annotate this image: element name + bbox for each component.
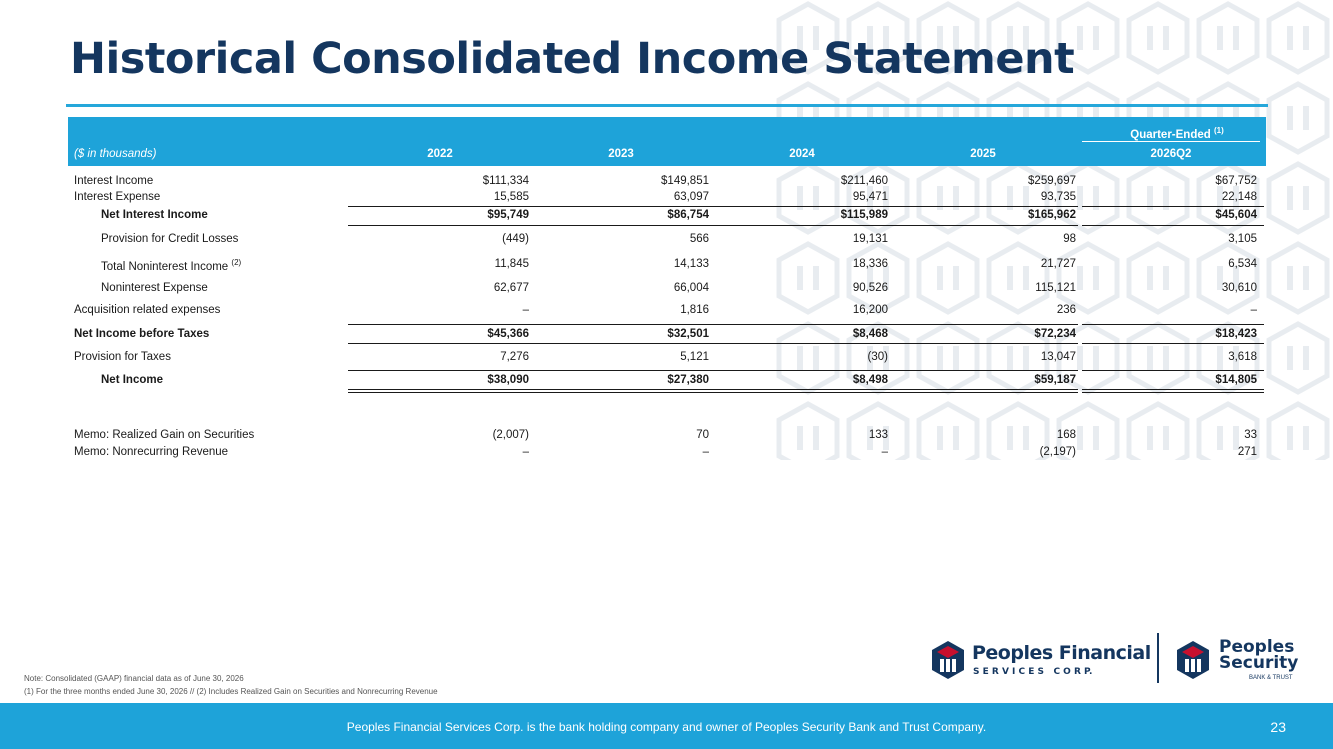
total-rule <box>1082 343 1264 344</box>
cell-2023: 14,133 <box>673 258 709 270</box>
cell-2024: 95,471 <box>852 191 888 203</box>
table-row <box>68 282 1266 296</box>
row-label: Memo: Nonrecurring Revenue <box>74 446 229 458</box>
cell-2023: 566 <box>689 233 709 245</box>
cell-2023: 1,816 <box>680 304 709 316</box>
cell-2026q2: $18,423 <box>1215 328 1257 340</box>
cell-2026q2: – <box>1250 304 1257 316</box>
column-header-2024: 2024 <box>789 148 815 160</box>
cell-2024: – <box>881 446 888 458</box>
cell-2025: 115,121 <box>1035 282 1076 294</box>
cell-2022: (2,007) <box>492 429 529 441</box>
psb-name-2: Security <box>1219 653 1299 673</box>
cell-2024: $115,989 <box>840 209 888 221</box>
title-underline <box>66 104 1268 107</box>
cell-2022: 7,276 <box>500 351 529 363</box>
cell-2024: $8,498 <box>852 374 888 386</box>
subtotal-rule <box>348 206 1078 207</box>
cell-2023: 66,004 <box>673 282 709 294</box>
row-label: Memo: Realized Gain on Securities <box>74 429 255 441</box>
cell-2023: $32,501 <box>667 328 709 340</box>
cell-2025: 236 <box>1056 304 1076 316</box>
cell-2025: 21,727 <box>1040 258 1076 270</box>
cell-2023: 63,097 <box>673 191 709 203</box>
double-rule <box>1082 392 1264 393</box>
cell-2026q2: 30,610 <box>1221 282 1257 294</box>
subtotal-rule <box>1082 324 1264 325</box>
row-label: Interest Income <box>74 175 154 187</box>
cell-2026q2: 22,148 <box>1221 191 1257 203</box>
hexagon-logo-icon <box>1175 640 1211 680</box>
cell-2024: 16,200 <box>852 304 888 316</box>
cell-2026q2: 3,105 <box>1228 233 1257 245</box>
row-label: Net Interest Income <box>101 209 208 221</box>
row-label: Acquisition related expenses <box>74 304 221 316</box>
cell-2024: (30) <box>867 351 888 363</box>
total-rule <box>348 343 1078 344</box>
cell-2022: 11,845 <box>494 258 529 270</box>
table-row <box>68 374 1266 388</box>
cell-2024: $211,460 <box>840 175 888 187</box>
subtotal-rule <box>1082 370 1264 371</box>
table-row <box>68 191 1266 205</box>
total-rule <box>1082 225 1264 226</box>
cell-2023: 5,121 <box>680 351 709 363</box>
cell-2022: $95,749 <box>487 209 529 221</box>
footer-text: Peoples Financial Services Corp. is the bank holding company and owner of Peoples Security Bank and Trust Company. <box>346 720 987 734</box>
column-header-2023: 2023 <box>608 148 634 160</box>
cell-2025: 98 <box>1063 233 1076 245</box>
psb-name: Peoples <box>1219 637 1295 657</box>
table-row <box>68 233 1266 247</box>
row-label: Provision for Taxes <box>74 351 171 363</box>
unit-label: ($ in thousands) <box>74 148 157 160</box>
cell-2026q2: 33 <box>1244 429 1257 441</box>
double-rule <box>348 389 1078 390</box>
logo-divider <box>1157 633 1159 683</box>
footer-band <box>0 703 1333 749</box>
cell-2023: $86,754 <box>667 209 709 221</box>
subtotal-rule <box>1082 206 1264 207</box>
cell-2022: $111,334 <box>482 175 529 187</box>
cell-2022: $38,090 <box>487 374 529 386</box>
cell-2022: 62,677 <box>493 282 529 294</box>
table-row <box>68 351 1266 365</box>
table-row <box>68 304 1266 318</box>
cell-2026q2: $45,604 <box>1215 209 1257 221</box>
cell-2024: 19,131 <box>852 233 888 245</box>
cell-2024: 18,336 <box>852 258 888 270</box>
cell-2023: $27,380 <box>667 374 709 386</box>
cell-2023: $149,851 <box>661 175 709 187</box>
cell-2024: 90,526 <box>852 282 888 294</box>
column-header-2025: 2025 <box>970 148 996 160</box>
cell-2026q2: $14,805 <box>1215 374 1257 386</box>
total-rule <box>348 225 1078 226</box>
cell-2022: – <box>522 304 529 316</box>
cell-2025: $72,234 <box>1034 328 1076 340</box>
subtotal-rule <box>348 370 1078 371</box>
table-header-band <box>68 117 1266 166</box>
cell-2026q2: 271 <box>1237 446 1257 458</box>
cell-2022: $45,366 <box>487 328 529 340</box>
row-label: Noninterest Expense <box>101 282 208 294</box>
row-label: Net Income <box>101 374 163 386</box>
cell-2026q2: 6,534 <box>1228 258 1257 270</box>
double-rule <box>348 392 1078 393</box>
table-row <box>68 258 1266 272</box>
column-header-2022: 2022 <box>427 148 453 160</box>
cell-2025: 93,735 <box>1040 191 1076 203</box>
row-label: Total Noninterest Income $^{(2)}$ <box>101 258 242 273</box>
cell-2024: 133 <box>868 429 888 441</box>
column-header-2026q2: 2026Q2 <box>1150 148 1192 160</box>
table-row <box>68 328 1266 342</box>
subtotal-rule <box>348 324 1078 325</box>
quarter-ended-label: Quarter-Ended $^{(1)}$ <box>1130 126 1224 141</box>
double-rule <box>1082 389 1264 390</box>
cell-2022: 15,585 <box>493 191 529 203</box>
row-label: Net Income before Taxes <box>74 328 210 340</box>
row-label: Provision for Credit Losses <box>101 233 239 245</box>
cell-2025: 13,047 <box>1040 351 1076 363</box>
row-label: Interest Expense <box>74 191 161 203</box>
hexagon-logo-icon <box>930 640 966 680</box>
table-row <box>68 429 1266 443</box>
pfs-name: Peoples Financial <box>972 642 1151 664</box>
cell-2022: (449) <box>502 233 529 245</box>
table-row <box>68 175 1266 189</box>
cell-2025: $259,697 <box>1028 175 1076 187</box>
psb-subname: BANK & TRUST <box>1249 675 1293 681</box>
cell-2023: 70 <box>696 429 709 441</box>
cell-2023: – <box>702 446 709 458</box>
pfs-subname: S E R V I C E S C O R P. <box>973 667 1093 677</box>
table-row <box>68 446 1266 460</box>
footnote-detail: (1) For the three months ended June 30, 2026 // (2) Includes Realized Gain on Securities and Nonrecurring Revenue <box>24 687 438 696</box>
cell-2025: 168 <box>1056 429 1076 441</box>
page-number: 23 <box>1270 719 1286 735</box>
cell-2026q2: 3,618 <box>1228 351 1257 363</box>
cell-2025: (2,197) <box>1039 446 1076 458</box>
cell-2022: – <box>522 446 529 458</box>
footnote-note: Note: Consolidated (GAAP) financial data as of June 30, 2026 <box>24 674 244 683</box>
cell-2025: $165,962 <box>1028 209 1076 221</box>
cell-2026q2: $67,752 <box>1215 175 1257 187</box>
quarter-ended-rule <box>1082 141 1260 142</box>
table-row <box>68 209 1266 223</box>
cell-2025: $59,187 <box>1034 374 1076 386</box>
page-title: Historical Consolidated Income Statement <box>70 34 1075 84</box>
cell-2024: $8,468 <box>852 328 888 340</box>
